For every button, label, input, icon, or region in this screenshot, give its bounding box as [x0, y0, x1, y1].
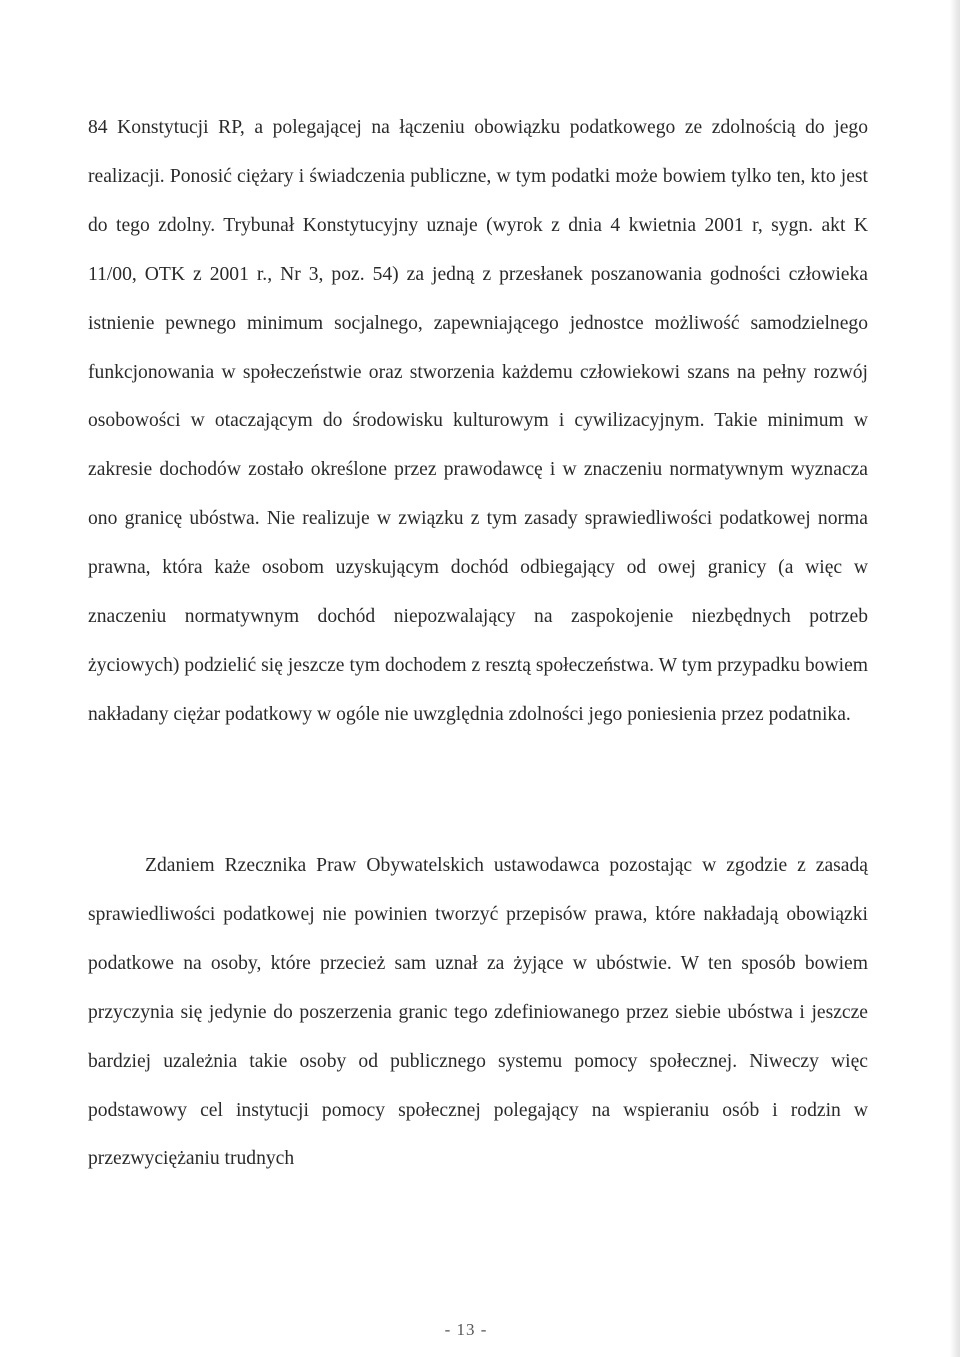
paragraph-2: Zdaniem Rzecznika Praw Obywatelskich ustawodawca pozostając w zgodzie z zasadą sprawiedliwości podatkowej nie powinien tworzyć przepisów prawa, które nakładają obowiązki podatkowe na osoby, które przecież sam uznał za żyjące w ubóstwie. W ten sposób bowiem przyczynia się jedynie do poszerzenia granic tego zdefiniowanego przez siebie ubóstwa i jeszcze bardziej uzależnia takie osoby od publicznego systemu pomocy społecznej. Niweczy więc podstawowy cel instytucji pomocy społecznej polegający na wspieraniu osób i rodzin w przezwyciężaniu trudnych — [88, 855, 868, 1170]
page-edge-shadow — [950, 0, 960, 1357]
paragraph-1: 84 Konstytucji RP, a polegającej na łączeniu obowiązku podatkowego ze zdolnością do jego realizacji. Ponosić ciężary i świadczenia publiczne, w tym podatki może bowiem tylko ten, kto jest do tego zdolny. Trybunał Konstytucyjny uznaje (wyrok z dnia 4 kwietnia 2001 r, sygn. akt K 11/00, OTK z 2001 r., Nr 3, poz. 54) za jedną z przesłanek poszanowania godności człowieka istnienie pewnego minimum socjalnego, zapewniającego jednostce możliwość samodzielnego funkcjonowania w społeczeństwie oraz stworzenia każdemu człowiekowi szans na pełny rozwój osobowości w otaczającym do środowisku kulturowym i cywilizacyjnym. Takie minimum w zakresie dochodów zostało określone przez prawodawcę i w znaczeniu normatywnym wyznacza ono granicę ubóstwa. Nie realizuje w związku z tym zasady sprawiedliwości podatkowej norma prawna, która każe osobom uzyskującym dochód odbiegający od owej granicy (a więc w znaczeniu normatywnym dochód niepozwalający na zaspokojenie niezbędnych potrzeb życiowych) podzielić się jeszcze tym dochodem z resztą społeczeństwa. W tym przypadku bowiem nakładany ciężar podatkowy w ogóle nie uwzględnia zdolności jego poniesienia przez podatnika. — [88, 117, 868, 725]
page-number: - 13 - — [444, 1320, 488, 1339]
